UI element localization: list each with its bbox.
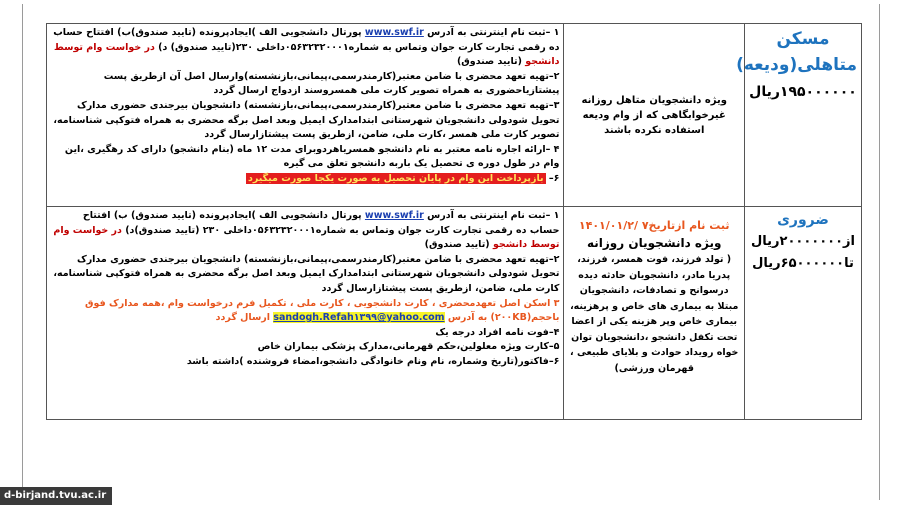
document-item: ۲–تهیه تعهد محضری با ضامن معتبر(کارمندرسمی،پیمانی،بازنشسته)وارسال اصل آن ازطریق پست پیشتازیاحضوری به همراه تصویر کارت ملی همسروسند ازدواج ارسال گردد [103,70,560,97]
loan-table [46,23,862,420]
documents-cell [47,207,564,420]
repayment-notice: بازپرداخت این وام در پایان تحصیل به صورت یکجا صورت میگیرد [247,172,544,184]
document-item: ۴ –ارائه اجاره نامه معتبر به نام دانشجو همسریاهردوبرای مدت ۱۲ ماه (بنام دانشجو) دارای کد رهگیری ،این وام در طول دوره ی تحصیل یک باربه دانشجو تعلق می گیره [64,143,560,170]
documents-list [51,26,559,187]
loan-name: ضروری [777,212,829,228]
swf-link[interactable]: www.swf.ir [364,27,424,38]
doc-highlight-text: در خواست وام توسط دانشجو [53,41,560,68]
swf-link[interactable]: www.swf.ir [364,210,424,221]
target-heading: ویژه دانشجویان روزانه [586,236,722,250]
doc-highlight-text: ۳ اسکن اصل تعهدمحضری ، کارت دانشجویی ، کارت ملی ، تکمیل فرم درخواست وام ،همه مدارک فوق باحجم(۲۰۰KB) به آدرس [85,297,560,324]
loan-amount-from: از۲۰۰۰۰۰۰۰ریال [751,234,855,249]
loan-name: مسکن متاهلی(ودیعه) [736,29,857,75]
document-item [51,172,559,187]
doc-text: (تایید صندوق) [456,56,522,68]
target-text: ( تولد فرزند، فوت همسر، فرزند، پدریا مادر، دانشجویان حادثه دیده درسوانح و تصادفات، دانشجویان مبتلا به بیماری های خاص و پرهزینه، بیماری خاص وپر هزینه یکی از اعضا تحت تکفل دانشجو ،دانشجویان توان خواه رویداد حوادث و بلایای طبیعی ، قهرمان ورزشی) [570,254,739,374]
doc-text: ۶– [548,172,560,184]
doc-text: پورتال دانشجویی الف )ایجادپرونده (تایید صندوق)ب) افتتاح حساب ده رقمی تجارت کارت جوان وتماس به شماره۰۵۶۳۲۳۲۰۰۰۱داخلی ۲۳۰(تایید صندوق) د) [53,27,560,53]
target-cell [564,207,745,420]
doc-text: ۱ –ثبت نام اینترنتی به آدرس [427,27,560,38]
loan-title-cell [736,24,862,207]
doc-text: ارسال گردد [215,312,271,324]
email-link[interactable]: sandogh.Refah۱۳۹۹@yahoo.com [273,312,445,324]
loan-amount-to: تا۶۵۰۰۰۰۰۰ریال [752,256,854,271]
document-item: ۶–فاکتور(تاریخ وشماره، نام ونام خانوادگی دانشجو،امضاء فروشنده )داشته باشد [186,355,560,367]
doc-text: پورتال دانشجویی الف )ایجادپرونده (تایید صندوق) ب) افتتاح حساب ده رقمی تجارت کارت جوان وتماس به شماره۰۵۶۳۲۳۲۰۰۰۱داخلی ۲۳۰ (تایید صندوق)د) [82,210,560,236]
loan-amount: ۱۹۵۰۰۰۰۰۰ریال [749,84,857,100]
document-item: ۵–کارت ویژه معلولین،حکم قهرمانی،مدارک پزشکی بیماران خاص [257,341,560,353]
document-item [51,297,559,326]
document-item: ۲–تهیه تعهد محضری با ضامن معتبر(کارمندرسمی،پیمانی،بازنشسته) دانشجویان بیرجندی حضوری مدارک تحویل شودولی دانشجویان شهرستانی ابتدامدارک ایمیل وبعد اصل برگه محضری به همراه فتوکپی شناسنامه، کارت ملی، ضامن، ازطریق پست پیشتازارسال گردد [53,253,560,294]
doc-text: ۱ –ثبت نام اینترنتی به آدرس [427,210,560,221]
document-item [51,26,559,70]
registration-date: ثبت نام ازتاریخ۷ /۱۴۰۱/۰۱/۲ [578,219,730,232]
document-item [51,209,559,253]
documents-list [51,209,559,370]
loan-title-cell [745,207,862,420]
doc-highlight-text: در خواست وام توسط دانشجو [53,224,560,251]
doc-text: (تایید صندوق) [424,239,490,251]
table-row [47,207,862,420]
target-cell [564,24,745,207]
target-text: ویژه دانشجویان متاهل روزانه غیرخوابگاهی که از وام ودیعه استفاده نکرده باشند [581,94,727,136]
site-badge[interactable]: d-birjand.tvu.ac.ir [0,487,112,505]
document-item: ۴–فوت نامه افراد درجه یک [435,326,560,338]
table-row [47,24,862,207]
document-item: ۳–تهیه تعهد محضری با ضامن معتبر(کارمندرسمی،پیمانی،بازنشسته) دانشجویان بیرجندی حضوری مدارک تحویل شودولی دانشجویان شهرستانی ابتدامدارک ایمیل وبعد اصل برگه محضری به همراه فتوکپی شناسنامه، تصویر کارت ملی همسر ،کارت ملی، ضامن، ازطریق پست پیشتازارسال گردد [53,99,560,141]
documents-cell [47,24,564,207]
